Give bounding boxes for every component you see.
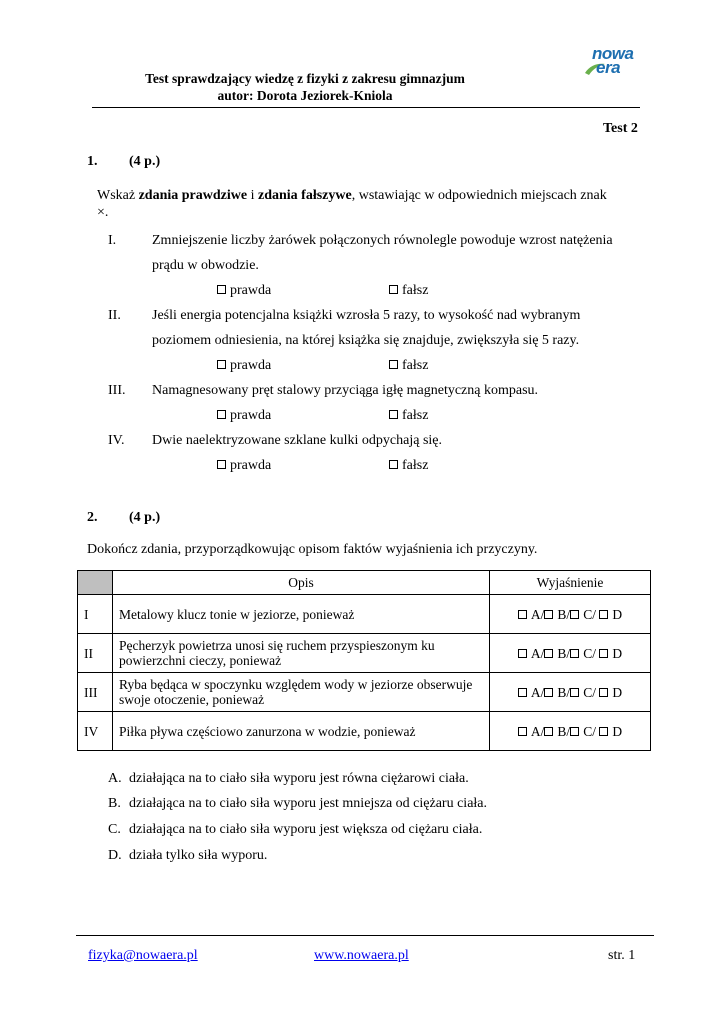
row-number: III bbox=[78, 673, 113, 712]
option-label: prawda bbox=[230, 408, 272, 423]
logo-text-nowa: nowa bbox=[592, 44, 634, 63]
row-description: Piłka pływa częściowo zanurzona w wodzie, ponieważ bbox=[113, 712, 490, 751]
choice-label: D bbox=[612, 723, 623, 739]
table-header-row bbox=[78, 571, 651, 595]
row-number: I bbox=[78, 595, 113, 634]
answer-letter: C. bbox=[108, 822, 121, 837]
table-row bbox=[78, 712, 651, 751]
answer-letter: A. bbox=[108, 771, 122, 786]
q1-instruction bbox=[97, 188, 645, 204]
q2-number: 2. bbox=[87, 510, 98, 525]
checkbox-icon[interactable] bbox=[518, 649, 527, 658]
choice-label: C/ bbox=[583, 645, 596, 661]
q1-item-text: Namagnesowany pręt stalowy przyciąga igłę magnetyczną kompasu. bbox=[152, 383, 539, 398]
q1-item-text: Jeśli energia potencjalna książki wzrosła 5 razy, to wysokość nad wybranym bbox=[152, 308, 581, 323]
table-row bbox=[78, 595, 651, 634]
choice-label: B/ bbox=[557, 606, 571, 622]
q1-item-text-line2: poziomem odniesienia, na której książka się znajduje, zwiększyła się 5 razy. bbox=[152, 333, 580, 348]
choice-label: C/ bbox=[583, 723, 596, 739]
choice-label: D bbox=[612, 645, 623, 661]
checkbox-icon[interactable] bbox=[389, 410, 398, 419]
footer-email-link[interactable]: fizyka@nowaera.pl bbox=[88, 948, 198, 963]
q1-number: 1. bbox=[87, 154, 98, 169]
q2-instruction: Dokończ zdania, przyporządkowując opisom faktów wyjaśnienia ich przyczyny. bbox=[87, 542, 538, 557]
table-row bbox=[78, 673, 651, 712]
checkbox-icon[interactable] bbox=[389, 360, 398, 369]
q1-instr-mid: i bbox=[247, 188, 258, 203]
checkbox-icon[interactable] bbox=[389, 460, 398, 469]
checkbox-icon[interactable] bbox=[544, 688, 553, 697]
option-label: fałsz bbox=[402, 283, 429, 298]
footer-divider bbox=[76, 935, 654, 936]
header-title-line2: autor: Dorota Jeziorek-Kniola bbox=[217, 88, 393, 103]
q1-instr-pre: Wskaż bbox=[97, 188, 139, 203]
checkbox-icon[interactable] bbox=[518, 610, 527, 619]
answer-text: działająca na to ciało siła wyporu jest równa ciężarowi ciała. bbox=[129, 771, 469, 786]
checkbox-icon[interactable] bbox=[217, 460, 226, 469]
q1-item-num: II. bbox=[108, 308, 121, 323]
q1-item-num: IV. bbox=[108, 433, 125, 448]
choice-label: C/ bbox=[583, 606, 596, 622]
answer-text: działa tylko siła wyporu. bbox=[129, 848, 268, 863]
q2-points: (4 p.) bbox=[129, 510, 161, 525]
header-divider bbox=[92, 107, 640, 108]
q1-item4-true-option[interactable] bbox=[217, 458, 271, 474]
choice-label: B/ bbox=[557, 645, 571, 661]
q1-instruction-line2: ×. bbox=[97, 205, 109, 220]
answer-text: działająca na to ciało siła wyporu jest mniejsza od ciężaru ciała. bbox=[129, 796, 488, 811]
choice-label: C/ bbox=[583, 684, 596, 700]
row-number: II bbox=[78, 634, 113, 673]
checkbox-icon[interactable] bbox=[217, 285, 226, 294]
checkbox-icon[interactable] bbox=[518, 688, 527, 697]
option-label: fałsz bbox=[402, 358, 429, 373]
q1-item3-true-option[interactable] bbox=[217, 408, 271, 424]
checkbox-icon[interactable] bbox=[570, 649, 579, 658]
test-label: Test 2 bbox=[603, 121, 638, 136]
row-description: Pęcherzyk powietrza unosi się ruchem przyspieszonym ku powierzchni cieczy, ponieważ bbox=[113, 634, 490, 673]
q1-item2-true-option[interactable] bbox=[217, 358, 271, 374]
choice-label: B/ bbox=[557, 723, 571, 739]
option-label: prawda bbox=[230, 358, 272, 373]
nowa-era-logo bbox=[580, 44, 640, 86]
row-choices bbox=[490, 712, 651, 751]
q1-instr-bold1: zdania prawdziwe bbox=[138, 188, 248, 203]
option-label: prawda bbox=[230, 458, 272, 473]
row-choices bbox=[490, 595, 651, 634]
table-header-desc: Opis bbox=[113, 571, 490, 595]
checkbox-icon[interactable] bbox=[570, 610, 579, 619]
page-number: str. 1 bbox=[608, 948, 636, 963]
matching-table bbox=[77, 570, 651, 751]
checkbox-icon[interactable] bbox=[518, 727, 527, 736]
checkbox-icon[interactable] bbox=[217, 360, 226, 369]
answer-letter: D. bbox=[108, 848, 122, 863]
row-choices bbox=[490, 673, 651, 712]
checkbox-icon[interactable] bbox=[599, 688, 608, 697]
q1-item4-false-option[interactable] bbox=[389, 458, 428, 474]
checkbox-icon[interactable] bbox=[570, 727, 579, 736]
checkbox-icon[interactable] bbox=[389, 285, 398, 294]
row-description: Metalowy klucz tonie w jeziorze, ponieważ bbox=[113, 595, 490, 634]
table-header-expl: Wyjaśnienie bbox=[490, 571, 651, 595]
q1-instr-bold2: zdania fałszywe bbox=[257, 188, 352, 203]
q1-points: (4 p.) bbox=[129, 154, 161, 169]
q1-item1-false-option[interactable] bbox=[389, 283, 428, 299]
header-title-line1: Test sprawdzający wiedzę z fizyki z zakresu gimnazjum bbox=[145, 71, 465, 86]
q1-item-num: III. bbox=[108, 383, 126, 398]
checkbox-icon[interactable] bbox=[599, 727, 608, 736]
option-label: fałsz bbox=[402, 458, 429, 473]
q1-instr-post: , wstawiając w odpowiednich miejscach znak bbox=[351, 188, 607, 203]
row-number: IV bbox=[78, 712, 113, 751]
answer-letter: B. bbox=[108, 796, 121, 811]
q1-item-text: Zmniejszenie liczby żarówek połączonych równolegle powoduje wzrost natężenia bbox=[152, 233, 613, 248]
option-label: fałsz bbox=[402, 408, 429, 423]
q1-item2-false-option[interactable] bbox=[389, 358, 428, 374]
choice-label: A/ bbox=[530, 723, 545, 739]
row-description: Ryba będąca w spoczynku względem wody w jeziorze obserwuje swoje otoczenie, ponieważ bbox=[113, 673, 490, 712]
checkbox-icon[interactable] bbox=[599, 610, 608, 619]
checkbox-icon[interactable] bbox=[217, 410, 226, 419]
q1-item3-false-option[interactable] bbox=[389, 408, 428, 424]
choice-label: A/ bbox=[530, 606, 545, 622]
checkbox-icon[interactable] bbox=[599, 649, 608, 658]
option-label: prawda bbox=[230, 283, 272, 298]
checkbox-icon[interactable] bbox=[544, 610, 553, 619]
q1-item-text: Dwie naelektryzowane szklane kulki odpychają się. bbox=[152, 433, 443, 448]
row-choices bbox=[490, 634, 651, 673]
choice-label: D bbox=[612, 606, 623, 622]
q1-item1-true-option[interactable] bbox=[217, 283, 271, 299]
choice-label: D bbox=[612, 684, 623, 700]
checkbox-icon[interactable] bbox=[544, 727, 553, 736]
q1-item-text-line2: prądu w obwodzie. bbox=[152, 258, 259, 273]
q1-item-num: I. bbox=[108, 233, 117, 248]
answer-text: działająca na to ciało siła wyporu jest większa od ciężaru ciała. bbox=[129, 822, 483, 837]
table-header-corner bbox=[78, 571, 113, 595]
checkbox-icon[interactable] bbox=[570, 688, 579, 697]
logo-text-era: era bbox=[596, 58, 621, 77]
table-row bbox=[78, 634, 651, 673]
footer-website-link[interactable]: www.nowaera.pl bbox=[314, 948, 409, 963]
choice-label: A/ bbox=[530, 645, 545, 661]
checkbox-icon[interactable] bbox=[544, 649, 553, 658]
choice-label: B/ bbox=[557, 684, 571, 700]
choice-label: A/ bbox=[530, 684, 545, 700]
